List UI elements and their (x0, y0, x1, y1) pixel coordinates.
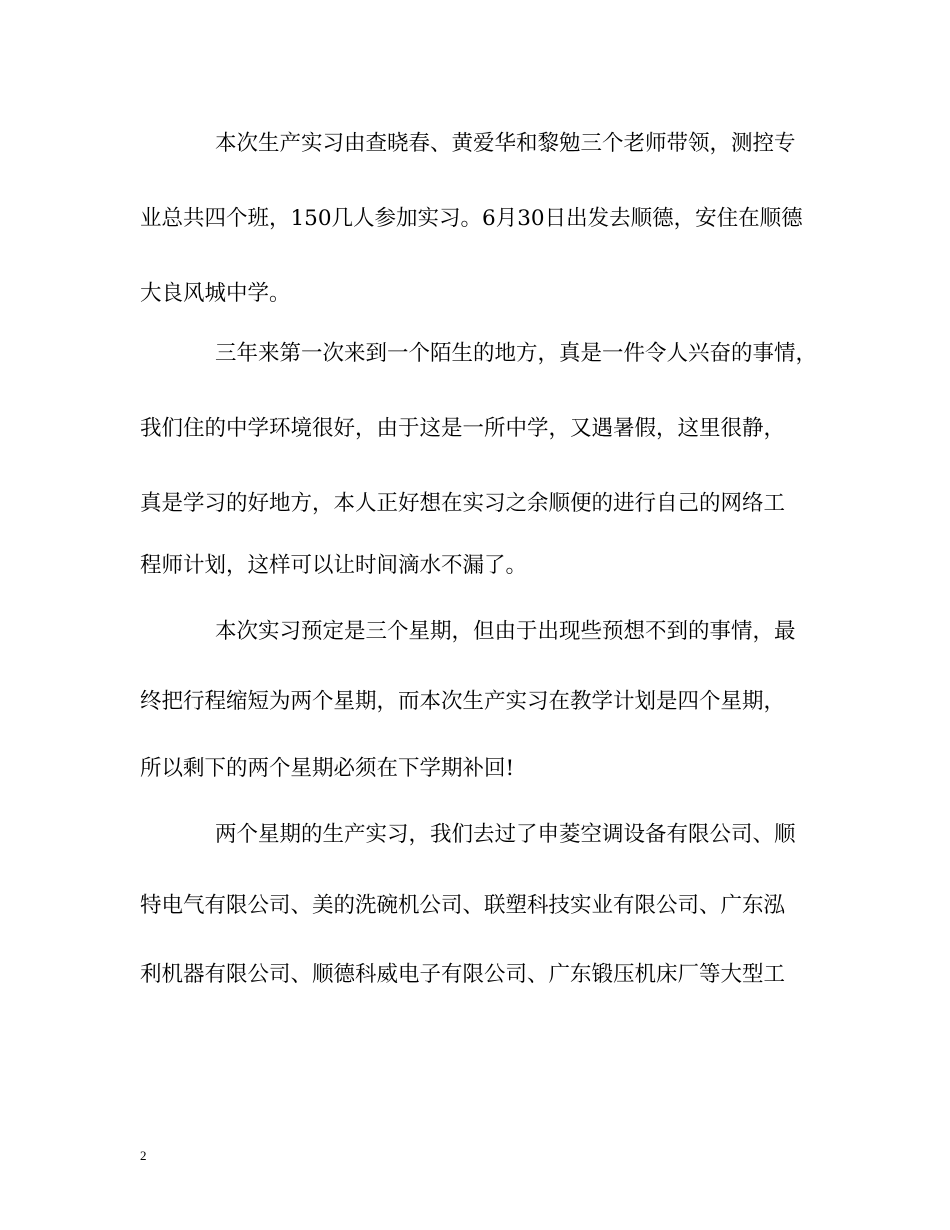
paragraph-1-line-3: 大良风城中学。 (140, 281, 291, 306)
paragraph-2-line-2: 我们住的中学环境很好，由于这是一所中学，又遇暑假，这里很静， (140, 416, 786, 441)
paragraph-3-line-3: 所以剩下的两个星期必须在下学期补回! (140, 756, 515, 781)
paragraph-1-line-2: 业总共四个班，150几人参加实习。6月30日出发去顺德，安住在顺德 (140, 206, 803, 231)
paragraph-2-line-4: 程师计划，这样可以让时间滴水不漏了。 (140, 553, 528, 578)
paragraph-3-line-2: 终把行程缩短为两个星期，而本次生产实习在教学计划是四个星期， (140, 689, 786, 714)
paragraph-1-line-1: 本次生产实习由查晓春、黄爱华和黎勉三个老师带领，测控专 (215, 131, 796, 156)
paragraph-4-line-3: 利机器有限公司、顺德科威电子有限公司、广东锻压机床厂等大型工 (140, 962, 786, 987)
paragraph-4-line-2: 特电气有限公司、美的洗碗机公司、联塑科技实业有限公司、广东泓 (140, 893, 786, 918)
paragraph-2-line-3: 真是学习的好地方，本人正好想在实习之余顺便的进行自己的网络工 (140, 491, 786, 516)
paragraph-2-line-1: 三年来第一次来到一个陌生的地方，真是一件令人兴奋的事情， (215, 341, 818, 366)
paragraph-3-line-1: 本次实习预定是三个星期，但由于出现些预想不到的事情，最 (215, 619, 796, 644)
page-number: 2 (140, 1148, 147, 1163)
paragraph-4-line-1: 两个星期的生产实习，我们去过了申菱空调设备有限公司、顺 (215, 822, 796, 847)
